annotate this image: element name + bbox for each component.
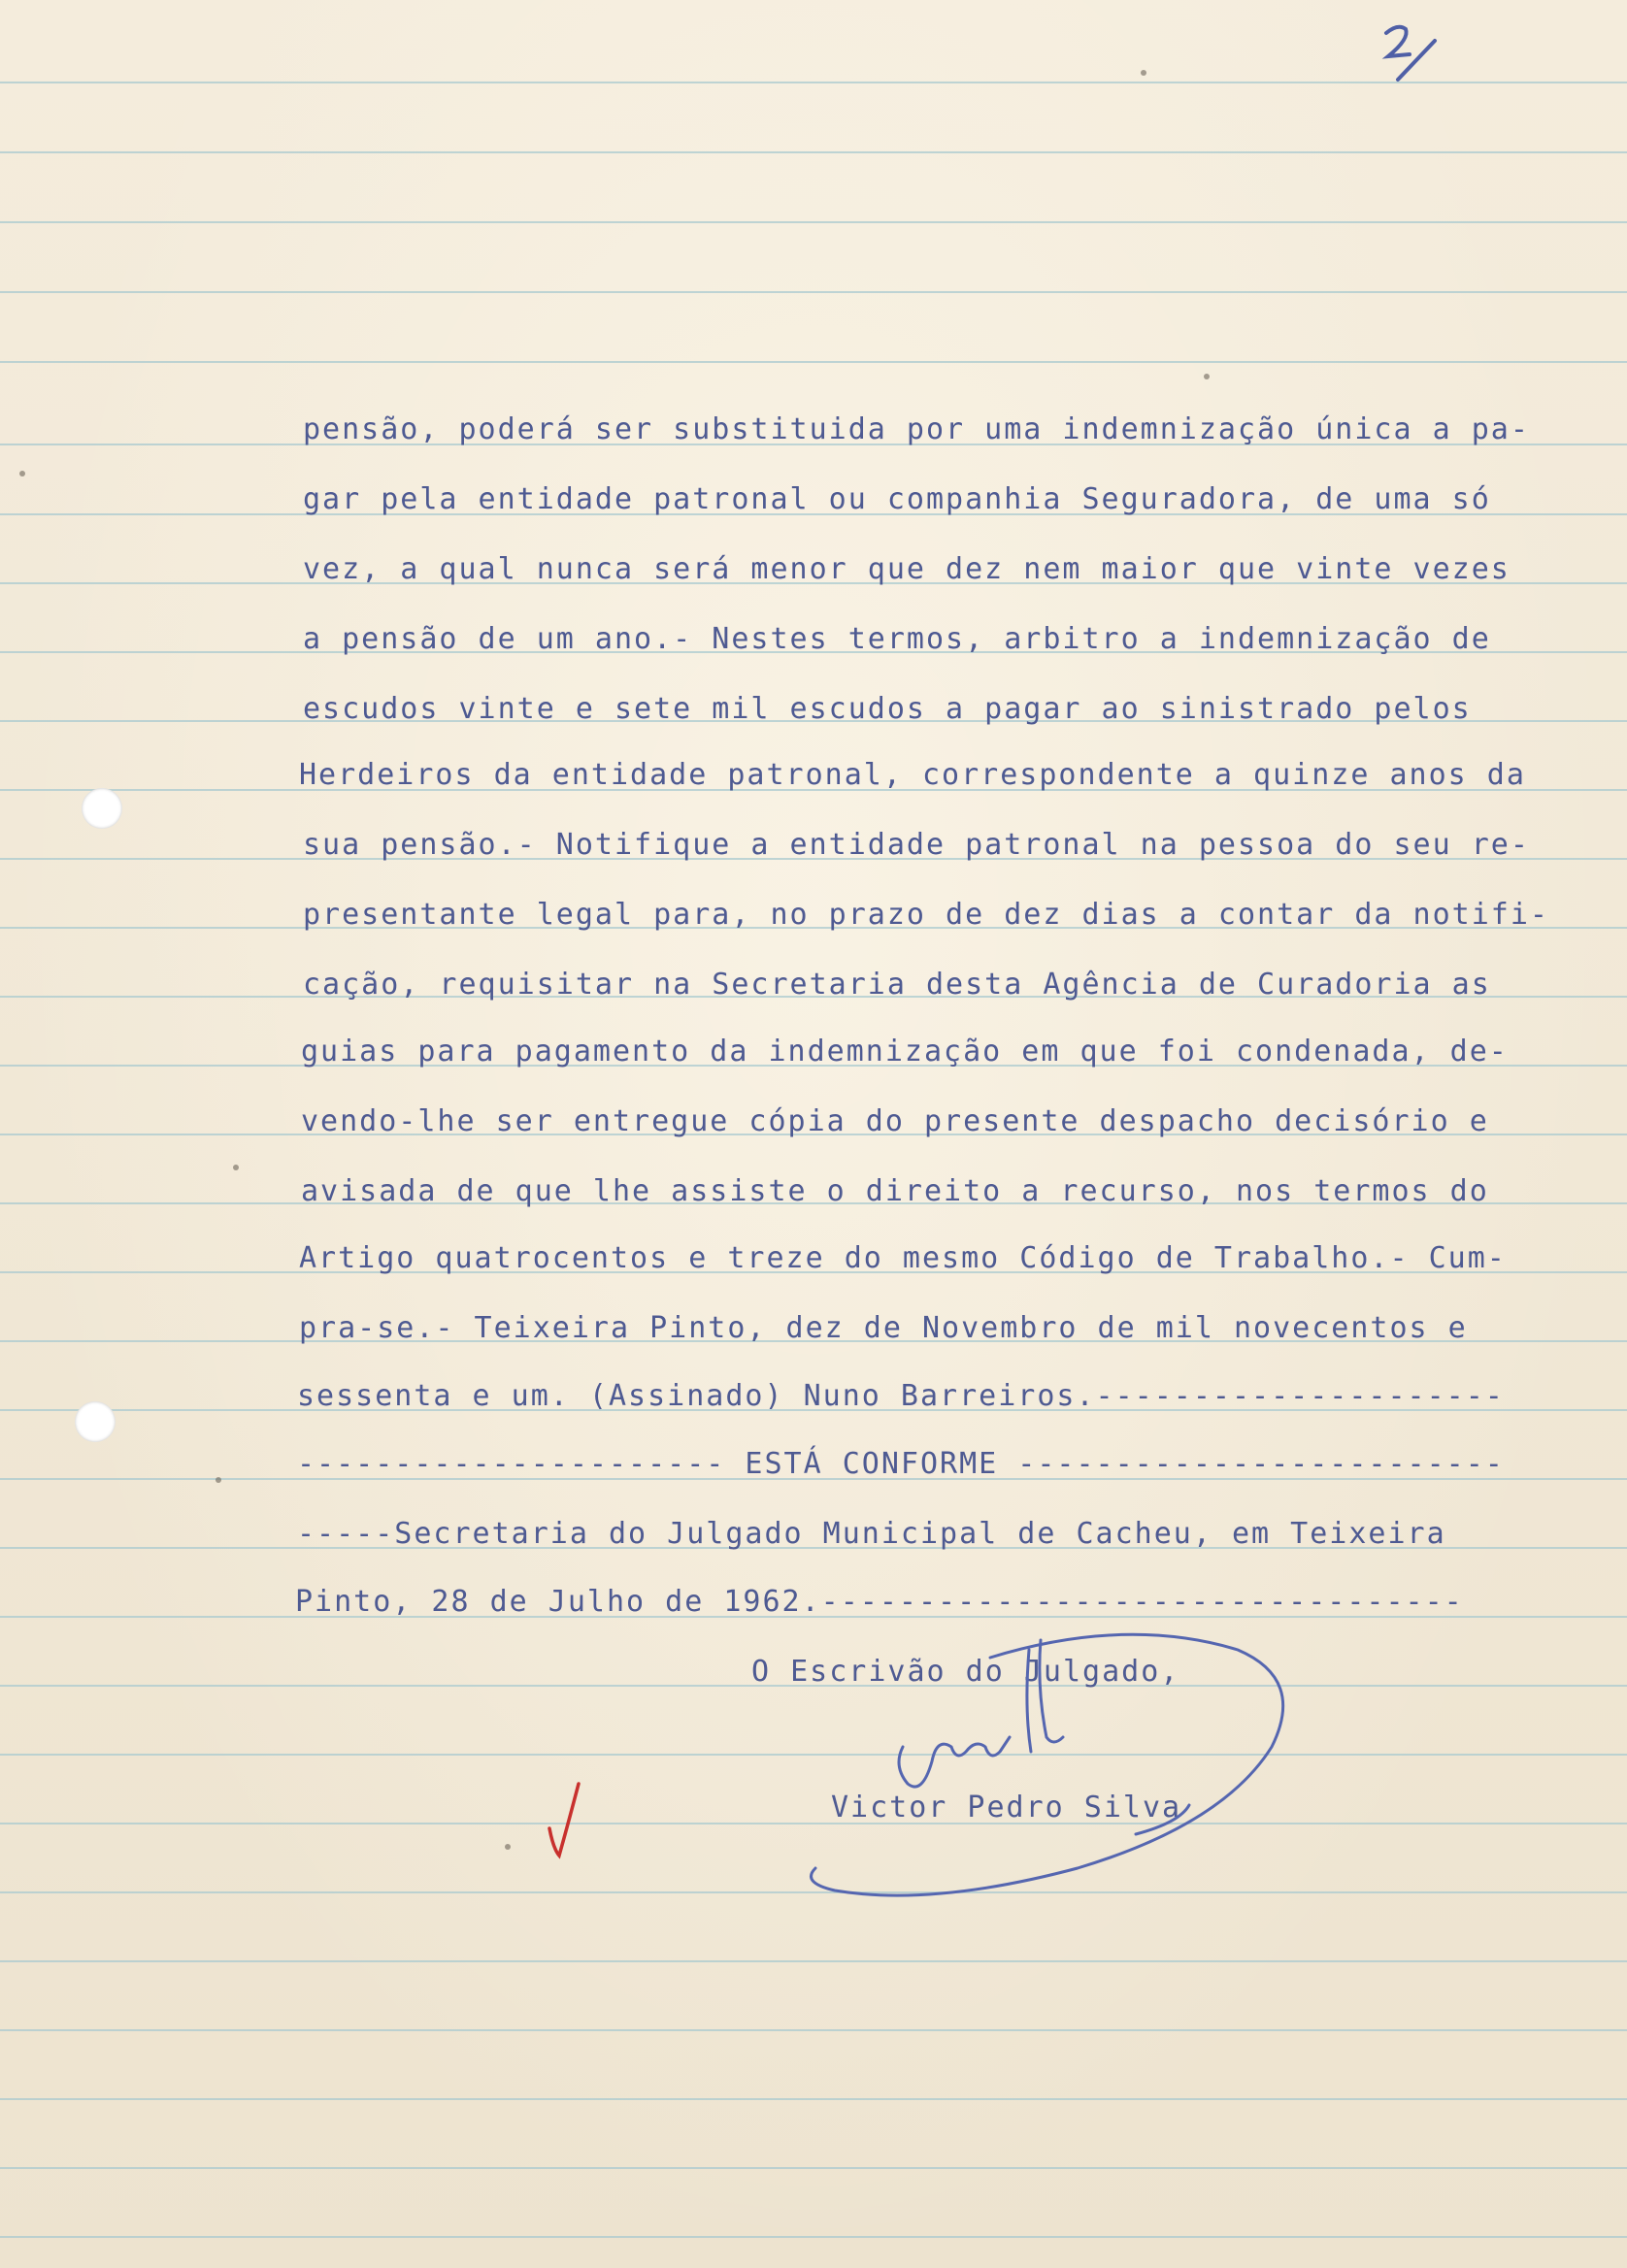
conformity-line: ---------------------- ESTÁ CONFORME ------------------------- [297,1447,1505,1481]
paper-speck [505,1844,511,1850]
body-line: pensão, poderá ser substituida por uma indemnização única a pa- [303,412,1530,446]
body-line: sua pensão.- Notifique a entidade patronal na pessoa do seu re- [303,828,1530,862]
body-line: a pensão de um ano.- Nestes termos, arbitro a indemnização de [303,622,1491,656]
paper-speck [216,1477,221,1483]
body-line: cação, requisitar na Secretaria desta Agência de Curadoria as [303,968,1491,1002]
punch-hole-lower [75,1401,116,1442]
body-line: Herdeiros da entidade patronal, correspondente a quinze anos da [299,758,1526,792]
date-line: Pinto, 28 de Julho de 1962.--------------------------------- [295,1585,1464,1619]
body-line: escudos vinte e sete mil escudos a pagar ao sinistrado pelos [303,692,1472,726]
body-line: gar pela entidade patronal ou companhia Seguradora, de uma só [303,482,1491,516]
signatory-name: Victor Pedro Silva [831,1791,1182,1824]
body-line: vez, a qual nunca será menor que dez nem maior que vinte vezes [303,552,1511,586]
body-line: guias para pagamento da indemnização em que foi condenada, de- [301,1035,1509,1068]
body-line: avisada de que lhe assiste o direito a recurso, nos termos do [301,1174,1489,1208]
body-line: -----Secretaria do Julgado Municipal de Cacheu, em Teixeira [297,1517,1446,1551]
paper-speck [19,471,25,477]
body-line: vendo-lhe ser entregue cópia do presente despacho decisório e [301,1104,1489,1138]
paper-speck [1141,70,1146,76]
paper-speck [233,1165,239,1170]
punch-hole-upper [82,788,122,829]
body-line: sessenta e um. (Assinado) Nuno Barreiros.--------------------- [297,1379,1505,1413]
paper-speck [1204,374,1210,379]
body-line: Artigo quatrocentos e treze do mesmo Código de Trabalho.- Cum- [299,1241,1507,1275]
body-line: presentante legal para, no prazo de dez dias a contar da notifi- [303,898,1549,932]
closing-title: O Escrivão do Julgado, [751,1655,1180,1689]
body-line: pra-se.- Teixeira Pinto, dez de Novembro de mil novecentos e [299,1311,1468,1345]
